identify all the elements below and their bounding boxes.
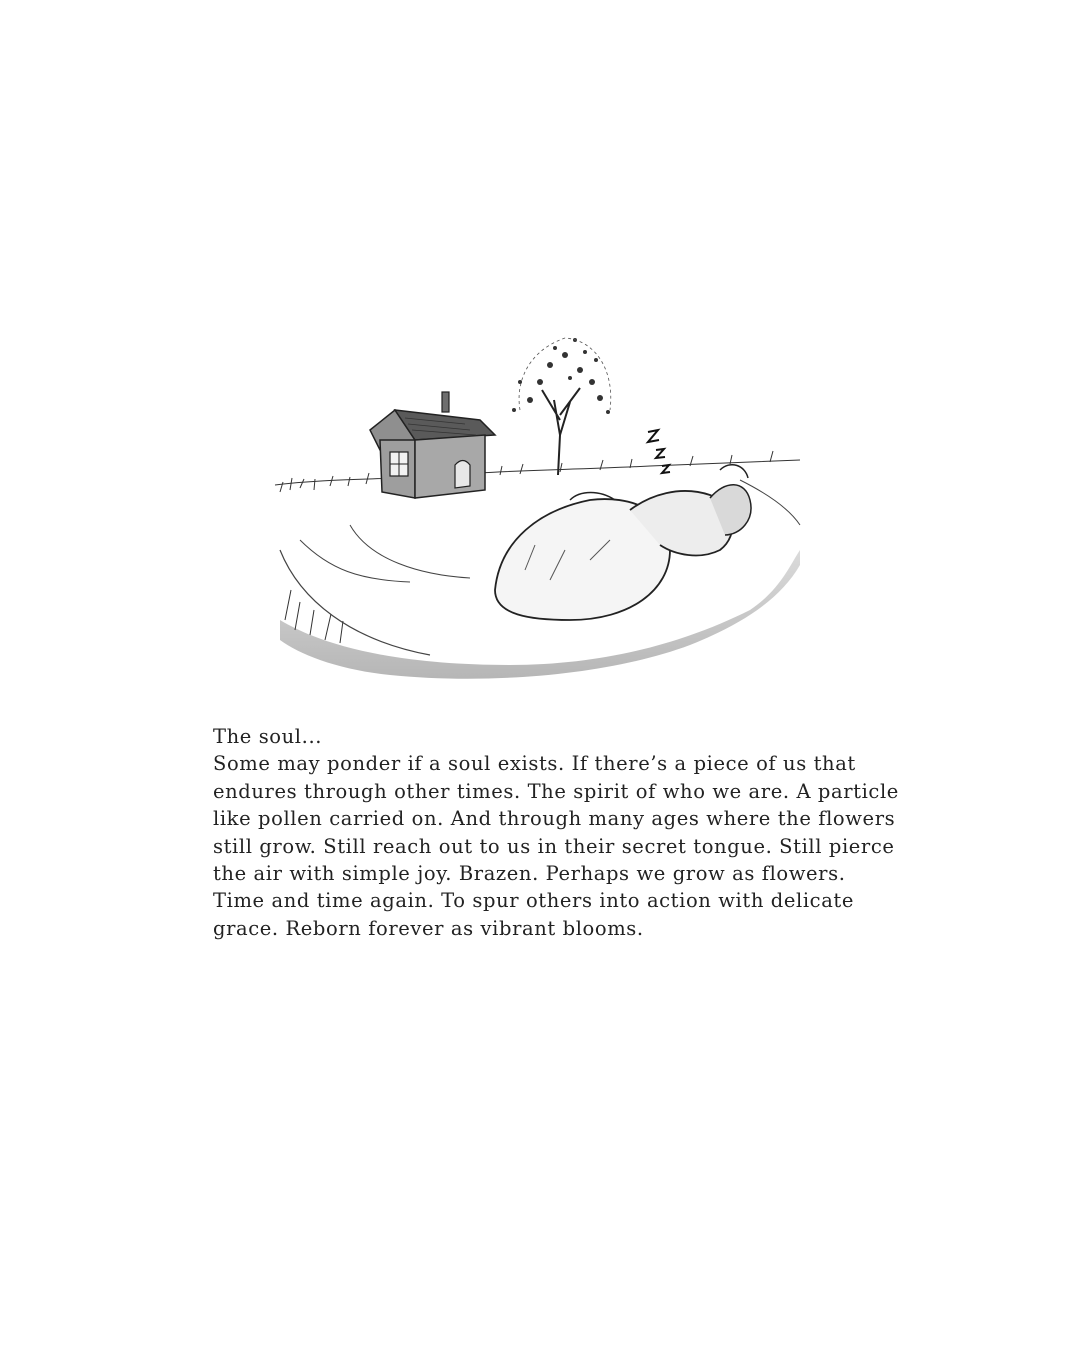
horizon-grass xyxy=(275,451,800,492)
text-line: Time and time again. To spur others into action with delicate xyxy=(213,889,854,913)
text-line: endures through other times. The spirit of who we are. A particle xyxy=(213,779,899,803)
text-line: Some may ponder if a soul exists. If there’s a piece of us that xyxy=(213,752,856,776)
tree xyxy=(512,338,611,475)
heading-line: The soul... xyxy=(213,725,323,748)
text-line: like pollen carried on. And through many ages where the flowers xyxy=(213,807,896,831)
ink-illustration xyxy=(270,320,810,680)
sleeping-figure xyxy=(495,465,751,620)
text-line: the air with simple joy. Brazen. Perhaps we grow as flowers. xyxy=(213,862,846,886)
text-line: still grow. Still reach out to us in their secret tongue. Still pierce xyxy=(213,834,895,858)
cottage xyxy=(370,392,495,498)
text-line: grace. Reborn forever as vibrant blooms. xyxy=(213,916,644,940)
snore-marks xyxy=(648,430,670,473)
sketch-svg xyxy=(270,320,810,680)
body-text xyxy=(213,723,899,942)
